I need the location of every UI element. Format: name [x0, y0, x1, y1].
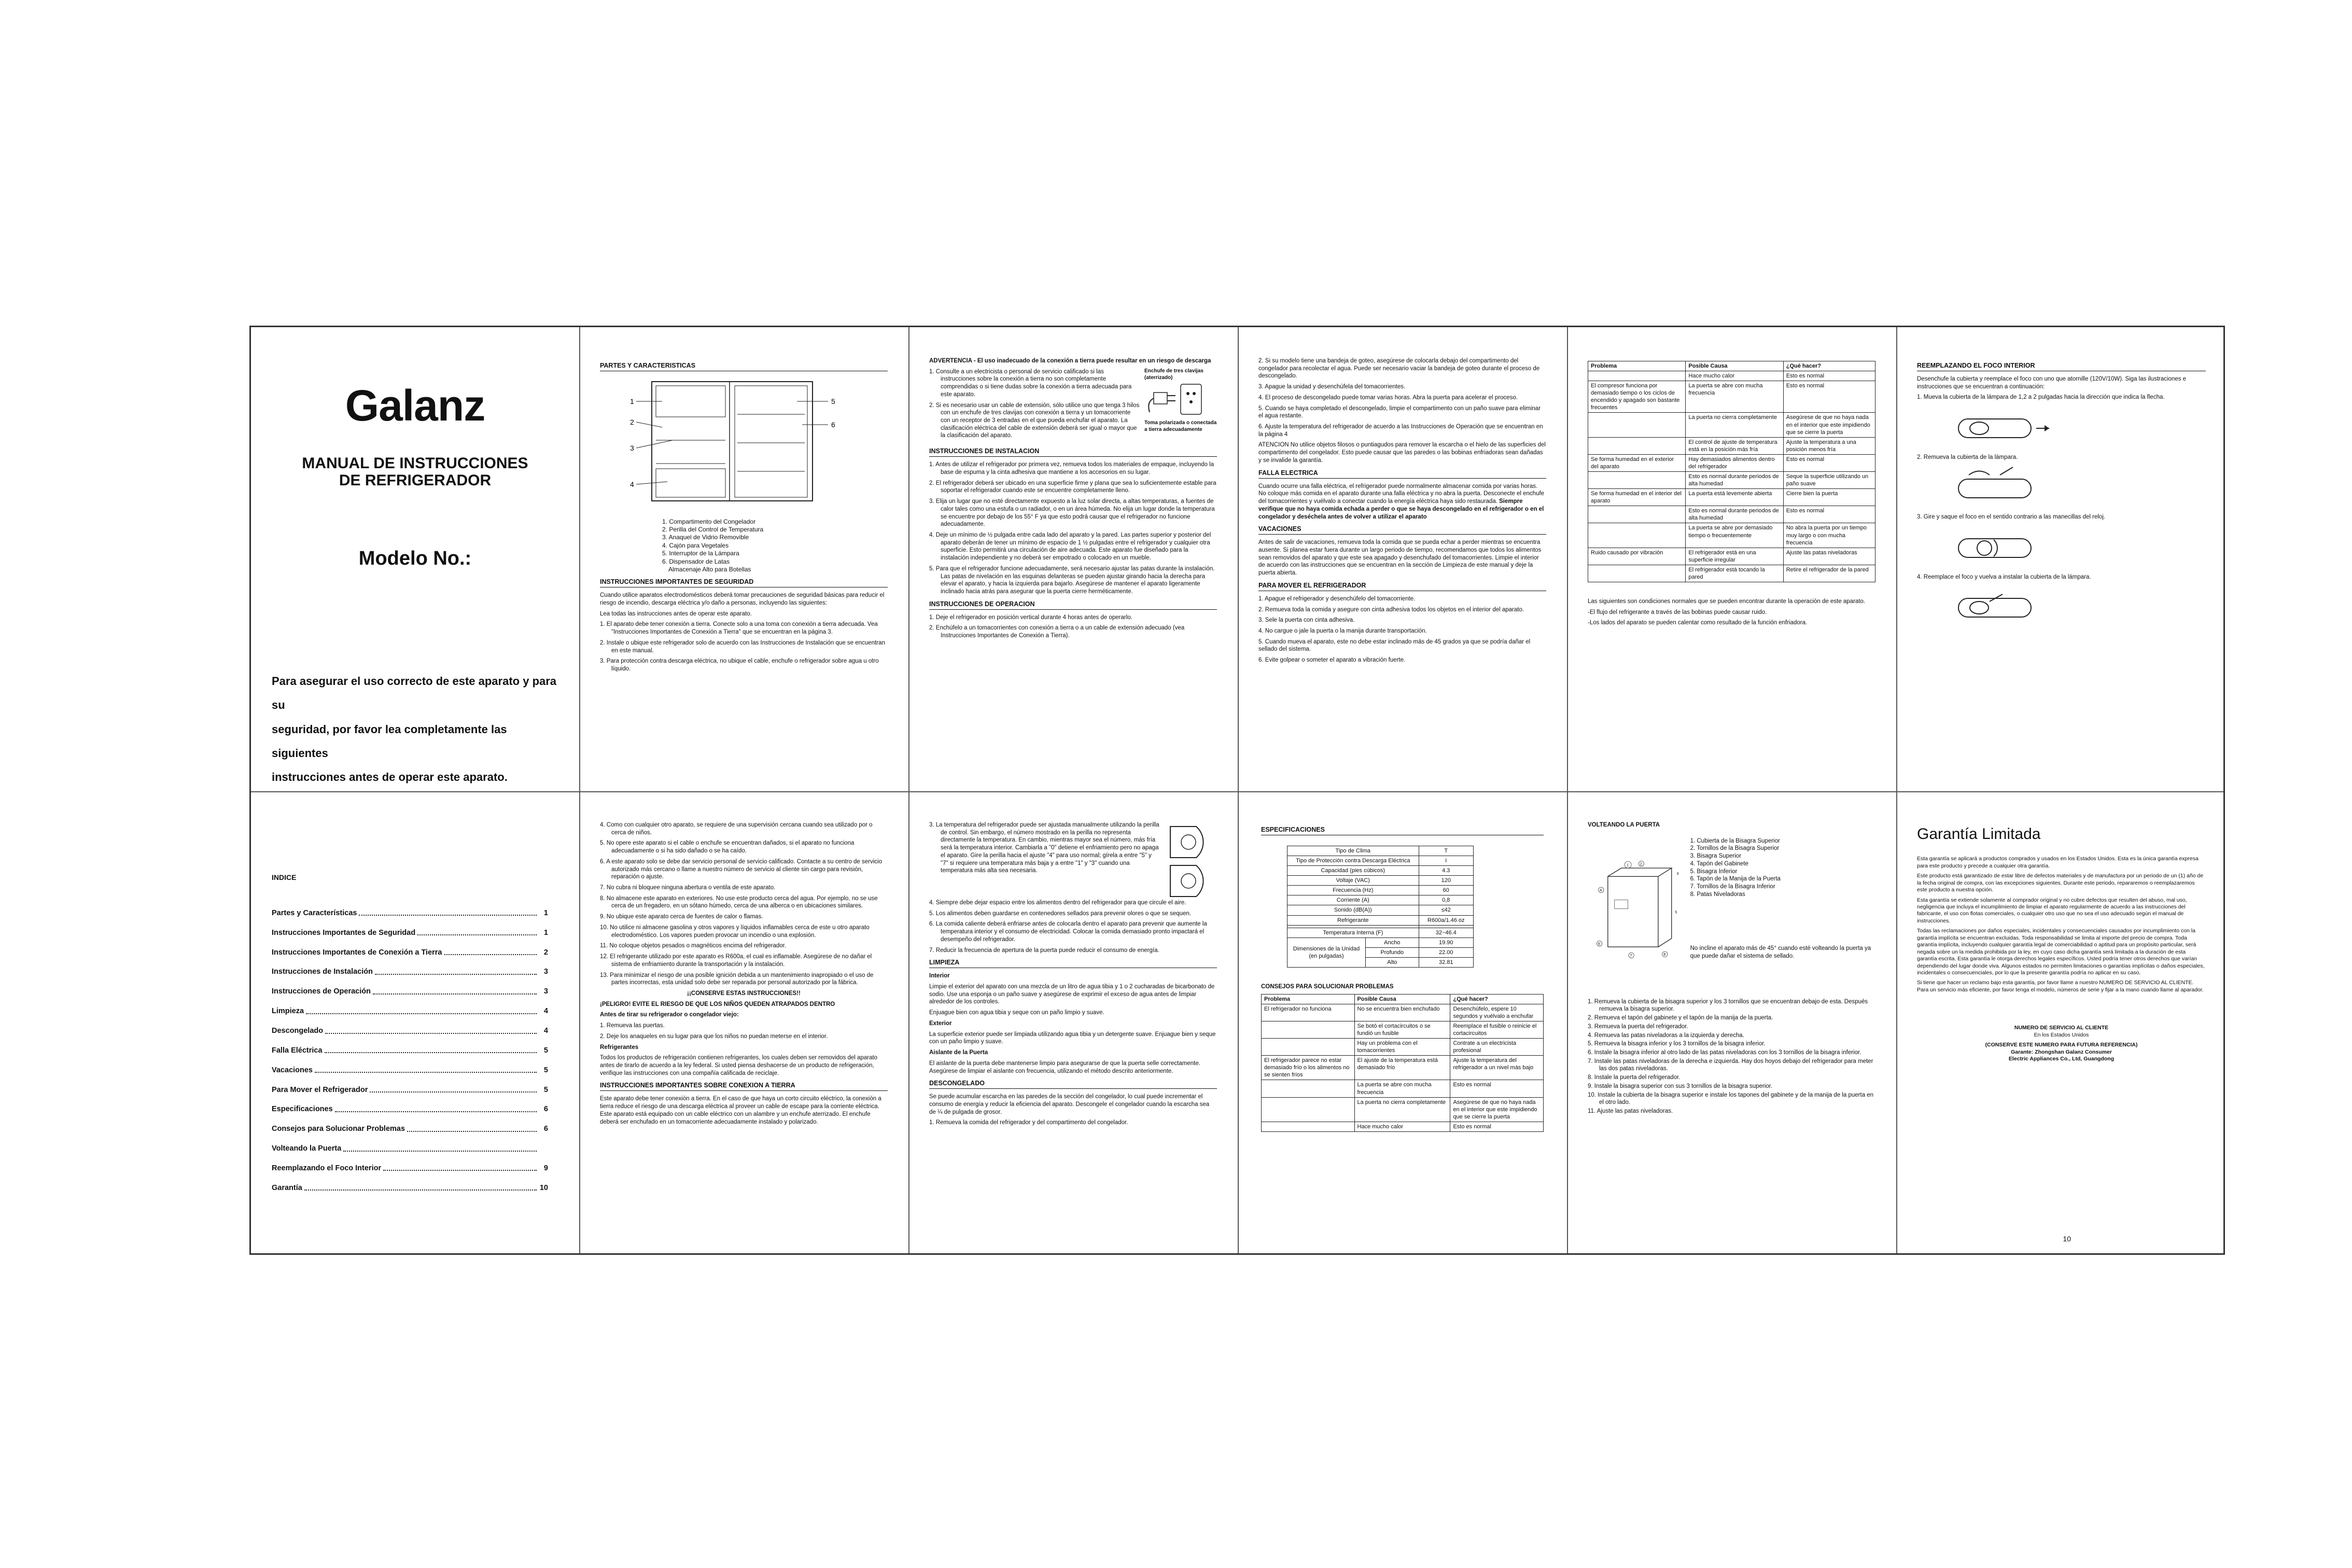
table-cell: El ajuste de la temperatura está demasiado frío [1354, 1056, 1450, 1080]
table-row [1588, 454, 1875, 471]
list-item: 1. Remueva la cubierta de la bisagra superior y los 3 tornillos que se encuentran debajo de esta. Después remueva la bisagra superior. [1588, 998, 1868, 1013]
table-row [1588, 565, 1875, 582]
list-item: 9. Instale la bisagra superior con sus 3 tornillos de la bisagra superior. [1588, 1083, 1773, 1089]
spec-label: Sonido (dB(A)) [1287, 905, 1419, 915]
list-item: 3. Para protección contra descarga eléctrica, no ubique el cable, enchufe o refrigerador sobre agua u otro líquido. [600, 658, 879, 672]
index-entry: Instrucciones de Operación 3 [272, 987, 548, 996]
callout-label: 1 [1627, 862, 1629, 867]
cleaning-panel [908, 791, 1238, 1256]
table-header-row: Problema Posible Causa ¿Qué hacer? [1262, 994, 1544, 1004]
table-cell [1262, 1097, 1355, 1122]
subheading: Refrigerantes [600, 1044, 639, 1051]
spec-label: Frecuencia (Hz) [1287, 886, 1419, 895]
table-row [1287, 915, 1474, 925]
list-item: 6. A este aparato solo se debe dar servicio personal de servicio calificado. Contacte a su centro de servicio autorizado más cercano o llame a nuestro número de servicio al cliente sin cargo para revisión, reparación o ajuste. [600, 858, 882, 880]
table-row [1287, 856, 1474, 866]
list-item: 2. Tornillos de la Bisagra Superior [1690, 845, 1780, 852]
table-cell: Reemplace el fusible o reinicie el cortacircuitos [1450, 1021, 1544, 1038]
list-item: 3. Remueva la puerta del refrigerador. [1588, 1023, 1688, 1030]
table-cell: Ajuste la temperatura del refrigerador a un nivel más bajo [1450, 1056, 1544, 1080]
paragraph: Antes de tirar su refrigerador o congelador viejo: [600, 1012, 739, 1018]
plug-caption: Enchufe de tres clavijas (aterrizado) [1144, 368, 1203, 381]
index-entry: Consejos para Solucionar Problemas 6 [272, 1125, 548, 1133]
table-cell: Se forma humedad en el exterior del aparato [1588, 454, 1686, 471]
safety-cont-panel [579, 791, 908, 1256]
section-heading: VOLTEANDO LA PUERTA [1588, 822, 1660, 828]
table-cell: No abra la puerta por un tiempo muy largo o con mucha frecuencia [1783, 523, 1875, 548]
list-item: Almacenaje Alto para Botellas [668, 565, 751, 573]
paragraph: El aislante de la puerta debe mantenerse limpio para asegurarse de que la puerta selle correctamente. Asegúrese de limpiar el aislante con frecuencia, utilizando el método descrito anteriormente. [929, 1060, 1200, 1074]
list-item: 5. Cuando mueva el aparato, este no debe estar inclinado más de 45 grados ya que se podría dañar el sellado del sistema. [1258, 638, 1531, 653]
table-row [1287, 905, 1474, 915]
spec-value: ≤42 [1419, 905, 1473, 915]
table-row [1588, 548, 1875, 565]
list-item: 5. Bisagra Inferior [1690, 868, 1738, 875]
list-item: 5. Los alimentos deben guardarse en contenedores sellados para prevenir olores o que se sequen. [929, 910, 1192, 917]
table-cell: Hace mucho calor [1686, 371, 1783, 381]
table-cell [1262, 1080, 1355, 1097]
list-item: 2. Remueva toda la comida y asegure con cinta adhesiva todos los objetos en el interior del aparato. [1258, 606, 1524, 613]
tilt-warning: No incline el aparato más de 45° cuando esté volteando la puerta ya que puede dañar el sistema de sellado. [1690, 945, 1871, 960]
table-cell: La puerta está levemente abierta [1686, 489, 1783, 506]
callout-label: 7 [1630, 953, 1632, 958]
list-item: 3. Anaquel de Vidrio Removible [662, 534, 749, 541]
list-item: 2. Enchúfelo a un tomacorrientes con conexión a tierra o a un cable de extensión adecuado (vea Instrucciones Importantes de Conexión a Tierra). [929, 625, 1185, 639]
callout-label: 2 [630, 418, 634, 426]
table-row [1262, 1039, 1544, 1056]
table-cell: La puerta se abre con mucha frecuencia [1354, 1080, 1450, 1097]
lamp-cover-illustration [1948, 584, 2052, 631]
table-cell: Seque la superficie utilizando un paño suave [1783, 472, 1875, 489]
spec-label: Refrigerante [1287, 915, 1419, 925]
spec-label: Voltaje (VAC) [1287, 876, 1419, 886]
table-cell [1588, 565, 1686, 582]
index-entry: Reemplazando el Foco Interior 9 [272, 1164, 548, 1172]
table-cell [1588, 437, 1686, 454]
index-title: INDICE [272, 873, 297, 881]
table-cell: Retire el refrigerador de la pared [1783, 565, 1875, 582]
table-cell: El compresor funciona por demasiado tiempo o los ciclos de encendido y apagado son bastante frecuentes [1588, 381, 1686, 413]
table-cell: Esto es normal [1783, 371, 1875, 381]
table-cell: Se botó el cortacircuitos o se fundió un fusible [1354, 1021, 1450, 1038]
table-row [1588, 381, 1875, 413]
table-cell [1588, 413, 1686, 437]
section-heading: DESCONGELADO [929, 1079, 1217, 1089]
index-entry: Falla Eléctrica 5 [272, 1046, 548, 1055]
index-list [272, 908, 548, 1193]
spec-value: 4.3 [1419, 866, 1473, 876]
list-item: 1. Antes de utilizar el refrigerador por primera vez, remueva todos los materiales de empaque, incluyendo la base de espuma y la cinta adhesiva que mantiene a los accesorios en su lugar. [929, 461, 1214, 475]
paragraph: -Los lados del aparato se pueden calentar como resultado de la función enfriadora. [1588, 620, 1808, 626]
list-item: 5. No opere este aparato si el cable o enchufe se encuentran dañados, si el aparato no funciona adecuadamente o si ha sido dañado o se ha caído. [600, 840, 855, 855]
list-item: 1. Apague el refrigerador y desenchúfelo del tomacorriente. [1258, 595, 1416, 602]
table-row [1588, 506, 1875, 523]
table-cell: La puerta no cierra completamente [1686, 413, 1783, 437]
table-row [1262, 1097, 1544, 1122]
parts-panel [579, 327, 908, 791]
table-cell: Hay un problema con el tomacorrientes [1354, 1039, 1450, 1056]
paragraph: 3. Apague la unidad y desenchúfela del tomacorrientes. [1258, 384, 1406, 390]
table-cell: El refrigerador está tocando la pared [1686, 565, 1783, 582]
list-item: 1. Consulte a un electricista o personal de servicio calificado si las instrucciones sobre la conexión a tierra no son completamente comprendidas o si tiene dudas sobre la conexión a tierra adecuada para este aparato. [929, 368, 1132, 398]
table-cell: Cierre bien la puerta [1783, 489, 1875, 506]
list-item: 4. Remueva las patas niveladoras a la izquierda y derecha. [1588, 1032, 1744, 1039]
index-entry: Garantía 10 [272, 1183, 548, 1192]
section-heading: INSTRUCCIONES IMPORTANTES DE SEGURIDAD [600, 578, 888, 587]
section-heading: PARTES Y CARACTERISTICAS [600, 361, 888, 371]
list-item: 2. Remueva la cubierta de la lámpara. [1917, 454, 2018, 460]
warranty-title: Garantía Limitada [1917, 825, 2041, 843]
list-item: 2. Remueva el tapón del gabinete y el tapón de la manija de la puerta. [1588, 1015, 1773, 1021]
table-row [1262, 1021, 1544, 1038]
specifications-table [1287, 846, 1474, 968]
callout-label: 5 [1675, 910, 1677, 915]
list-item: 8. No almacene este aparato en exteriores. No use este producto cerca del agua. Por ejemplo, no se use cerca de un fregadero, en un sótano húmedo, cerca de una alberca o en ubicaciones similares. [600, 895, 878, 909]
paragraph: Este aparato debe tener conexión a tierra. En el caso de que haya un corto circuito eléctrico, la conexión a tierra reduce el riesgo de una descarga eléctrica al proveer un cable de escape para la corriente eléctrica. Este aparato está equipado con un cable eléctrico con un alambre y un enchufe aterrizado. El enchufe deberá ser enchufado en un tomacorriente adecuadamente instalado y polarizado. [600, 1096, 881, 1125]
page-number: 10 [2063, 1235, 2071, 1243]
bulb-illustration [1948, 524, 2052, 571]
paragraph: Lea todas las instrucciones antes de operar este aparato. [600, 610, 752, 617]
troubleshooting-table [1261, 994, 1544, 1132]
table-cell: El refrigerador parece no estar demasiado frío o los alimentos no se sienten fríos [1262, 1056, 1355, 1080]
spec-value: R600a/1.46 oz [1419, 915, 1473, 925]
subheading: CONSEJOS PARA SOLUCIONAR PROBLEMAS [1261, 983, 1394, 990]
section-heading: REEMPLAZANDO EL FOCO INTERIOR [1917, 361, 2206, 371]
table-row: Dimensiones de la Unidad (en pulgadas) Ancho 19.90 [1287, 937, 1474, 947]
table-row [1287, 886, 1474, 895]
index-entry: Descongelado 4 [272, 1026, 548, 1035]
list-item: 4. Siempre debe dejar espacio entre los alimentos dentro del refrigerador para que circule el aire. [929, 900, 1186, 906]
table-row [1588, 371, 1875, 381]
outlet-caption: Toma polarizada o conectada a tierra adecuadamente [1144, 420, 1217, 432]
table-cell: Esto es normal [1783, 381, 1875, 413]
table-cell: Asegúrese de que no haya nada en el interior que este impidiendo que se cierre la puerta [1450, 1097, 1544, 1122]
light-panel [1896, 327, 2227, 791]
list-item: 1. Deje el refrigerador en posición vertical durante 4 horas antes de operarlo. [929, 614, 1132, 621]
table-row [1262, 1056, 1544, 1080]
list-item: 1. Remueva la comida del refrigerador y del compartimento del congelador. [929, 1119, 1128, 1126]
section-heading: INSTRUCCIONES DE INSTALACION [929, 447, 1217, 457]
table-cell [1262, 1039, 1355, 1056]
table-row [1262, 1122, 1544, 1131]
list-item: 12. El refrigerante utilizado por este aparato es R600a, el cual es inflamable. Asegúrese de no dañar el sistema de enfriamiento durante la transportación y la instalación. [600, 954, 872, 968]
table-cell: Esto es normal [1450, 1080, 1544, 1097]
table-row: Profundo 22.00 [1287, 947, 1474, 957]
list-item: 10. Instale la cubierta de la bisagra superior e instale los tapones del gabinete y de la manija de la puerta en el otro lado. [1588, 1091, 1874, 1106]
table-cell: Ruido causado por vibración [1588, 548, 1686, 565]
keep-instructions: ¡¡CONSERVE ESTAS INSTRUCCIONES!! [687, 990, 801, 997]
table-row [1287, 846, 1474, 856]
list-item: 11. No coloque objetos pesados o magnéticos encima del refrigerador. [600, 943, 787, 949]
table-cell [1588, 523, 1686, 548]
table-cell [1262, 1122, 1355, 1131]
spec-value: T [1419, 846, 1473, 856]
table-cell: Ajuste la temperatura a una posición menos fría [1783, 437, 1875, 454]
index-entry: Partes y Características 1 [272, 908, 548, 917]
paragraph: Limpie el exterior del aparato con una mezcla de un litro de agua tibia y 1 o 2 cucharadas de bicarbonato de sodio. Use una esponja o un paño suave y asegúrese de exprimir el exceso de agua antes de limpiar alrededor de los controles. [929, 984, 1215, 1005]
care-panel [1238, 327, 1567, 791]
paragraph: Enjuague bien con agua tibia y seque con un paño limpio y suave. [929, 1010, 1104, 1016]
caution-text: ATENCION No utilice objetos filosos o puntiagudos para remover la escarcha o el hielo de las superficies del compartimento del congelador. Esto puede causar que las paredes o las bobinas enfriadoras sean dañadas y se invalide la garantía. [1258, 442, 1546, 464]
paragraph: -El flujo del refrigerante a través de las bobinas puede causar ruido. [1588, 609, 1767, 615]
section-heading: VACACIONES [1258, 525, 1546, 535]
table-row [1287, 895, 1474, 905]
list-item: 7. Tornillos de la Bisagra Inferior [1690, 884, 1775, 890]
spec-value: 60 [1419, 886, 1473, 895]
table-cell: El refrigerador no funciona [1262, 1004, 1355, 1021]
plug-outlet-icon [1144, 381, 1212, 417]
table-row: Alto 32.81 [1287, 957, 1474, 967]
callout-label: 2 [1640, 862, 1642, 866]
list-item: 3. Gire y saque el foco en el sentido contrario a las manecillas del reloj. [1917, 514, 2106, 521]
table-cell: No se encuentra bien enchufado [1354, 1004, 1450, 1021]
spec-value: 0,8 [1419, 895, 1473, 905]
parts-list [662, 518, 888, 574]
callout-label: 8 [1663, 952, 1666, 957]
paragraph: Todas las reclamaciones por daños especiales, incidentales y consecuenciales causados por incumplimiento con la garantía implícita se encuentran excluidas. Toda responsabilidad se limita al importe del precio de compra. Toda garantía implícita, incluyendo cualquier garantía legal de comerciabilidad o aptitud para un propósito particular, será negada sobre un la medida prohibida por la ley, en cuyo caso dicha garantía será limitada a la duración de esta garantía escrita. Esta garantía le otorga derechos legales específicos. Usted podría tener otros derechos que varían dependiendo del lugar donde viva. Algunos estados no permiten limitaciones o garantías implícitas o daños especiales, incidentales o consecuenciales, por lo que la presente garantía podría no aplicar en su caso. [1917, 928, 2205, 976]
paragraph: Cuando utilice aparatos electrodomésticos deberá tomar precauciones de seguridad básicas para reducir el riesgo de incendio, descarga eléctrica y/o daño a personas, incluyendo las siguientes: [600, 592, 885, 606]
list-item: 2. Deje los anaqueles en su lugar para que los niños no puedan meterse en el interior. [600, 1033, 828, 1040]
paragraph: Esta garantía se extiende solamente al comprador original y no cubre defectos que resulten del abuso, mal uso, negligencia que incluya el incumplimiento de limpiar el aparato regularmente de acuerdo a las instrucciones del fabricante, el uso con flotas comerciales, o cualquier otro uso que no sea el uso adecuado según el manual de instrucciones. [1917, 897, 2187, 924]
list-item: 4. Deje un mínimo de ½ pulgada entre cada lado del aparato y la pared. Las partes superior y posterior del aparato deberán de tener un mínimo de espacio de 1 ½ pulgadas entre el refrigerador y cualquier otra superficie. Esto permitirá una circulación de aire adecuada. Este aparato fue diseñado para la instalación independiente y no deberá ser empotrado o colocado en un mueble. [929, 531, 1211, 562]
spec-value: I [1419, 856, 1473, 866]
danger-text: ¡PELIGRO! EVITE EL RIESGO DE QUE LOS NIÑOS QUEDEN ATRAPADOS DENTRO [600, 1001, 835, 1007]
spec-label: Temperatura Interna (F) [1287, 928, 1419, 937]
table-cell: El refrigerador está en una superficie irregular [1686, 548, 1783, 565]
trouble-panel [1567, 327, 1896, 791]
service-info: NUMERO DE SERVICIO AL CLIENTE En los Estados Unidos (CONSERVE ESTE NUMERO PARA FUTURA REFERENCIA) Garante: Zhongshan Galanz Consumer Electric Appliances Co., Ltd, Guangdong [1985, 1025, 2138, 1062]
paragraph: Las siguientes son condiciones normales que se pueden encontrar durante la operación de este aparato. [1588, 598, 1866, 605]
table-row [1262, 1080, 1544, 1097]
list-item: 6. Tapón de la Manija de la Puerta [1690, 876, 1781, 883]
list-item: 4. Reemplace el foco y vuelva a instalar la cubierta de la lámpara. [1917, 573, 2091, 580]
list-item: 13. Para minimizar el riesgo de una posible ignición debida a un mantenimiento inapropiado o el uso de partes incorrectas, esta unidad solo debe ser reparada por personal autorizado por la fábrica. [600, 972, 874, 986]
callout-label: 5 [831, 397, 835, 405]
list-item: 3. Sele la puerta con cinta adhesiva. [1258, 617, 1355, 624]
subheading: Interior [929, 973, 950, 979]
list-item: 3. La temperatura del refrigerador puede ser ajustada manualmente utilizando la perilla de control. Sin embargo, el número mostrado en la perilla no representa directamente la temperatura. En cambio, mientras mayor sea el número, más fría será la temperatura interior. Cambiarla a "0" detiene el enfriamiento pero no apaga el aparato. Gire la perilla hacia el ajuste "4" para uso normal; gírela a entre "5" y "7" si requiere una temperatura más baja y a entre "1" y "3" cuando una temperatura más alta sea necesaria. [929, 822, 1159, 874]
warranty-panel [1896, 791, 2227, 1256]
table-cell: Esto es normal [1783, 506, 1875, 523]
list-item: 5. Remueva la bisagra inferior y los 3 tornillos de la bisagra inferior. [1588, 1041, 1766, 1047]
index-entry: Instrucciones Importantes de Seguridad 1 [272, 928, 548, 937]
table-cell: El control de ajuste de temperatura está en la posición más fría [1686, 437, 1783, 454]
table-cell: Hace mucho calor [1354, 1122, 1450, 1131]
ground-list [929, 368, 1140, 443]
section-heading: ESPECIFICACIONES [1261, 825, 1544, 835]
spec-label: Tipo de Clima [1287, 846, 1419, 856]
paragraph: 4. El proceso de descongelado puede tomar varias horas. Abra la puerta para acelerar el proceso. [1258, 394, 1518, 401]
index-panel [251, 791, 579, 1256]
table-cell: Hay demasiados alimentos dentro del refrigerador [1686, 454, 1783, 471]
specs-panel [1238, 791, 1567, 1256]
table-cell: Esto es normal [1450, 1122, 1544, 1131]
table-row [1588, 413, 1875, 437]
door-parts-legend [1685, 832, 1875, 988]
table-cell: Ajuste las patas niveladoras [1783, 548, 1875, 565]
table-row [1287, 866, 1474, 876]
list-item: 6. La comida caliente deberá enfriarse antes de colocarla dentro el aparato para prevenir que aumente la temperatura interior y el consumo de electricidad. Colocar la comida demasiado pronto impactará el desempeño del refrigerador. [929, 921, 1207, 943]
list-item: 4. No cargue o jale la puerta o la manija durante transportación. [1258, 627, 1427, 634]
table-row [1287, 928, 1474, 937]
list-item: 1. Compartimento del Congelador [662, 517, 756, 525]
index-entry: Para Mover el Refrigerador 5 [272, 1085, 548, 1094]
table-cell: Contrate a un electricista profesional [1450, 1039, 1544, 1056]
list-item: 9. No ubique este aparato cerca de fuentes de calor o flamas. [600, 914, 763, 920]
section-heading: LIMPIEZA [929, 958, 1217, 968]
subheading: Aislante de la Puerta [929, 1049, 988, 1056]
index-entry: Vacaciones 5 [272, 1066, 548, 1074]
table-cell: Esto es normal [1783, 454, 1875, 471]
callout-label: 1 [630, 397, 634, 405]
table-cell: La puerta no cierra completamente [1354, 1097, 1450, 1122]
paragraph: Si tiene que hacer un reclamo bajo esta garantía, por favor llame a nuestro NUMERO DE SERVICIO AL CLIENTE. Para un servicio más eficiente, por favor tenga el modelo, números de serie y fijar a la mano cuando llame al aparador. [1917, 979, 2204, 993]
spec-label: Corriente (A) [1287, 895, 1419, 905]
callout-label: 3 [1676, 871, 1679, 876]
paragraph: 5. Cuando se haya completado el descongelado, limpie el compartimento con un paño suave para eliminar el agua restante. [1258, 405, 1541, 419]
list-item: 11. Ajuste las patas niveladoras. [1588, 1108, 1673, 1115]
lamp-cover-illustration [1948, 465, 2052, 511]
list-item: 4. Tapón del Gabinete [1690, 860, 1748, 867]
paragraph: Este producto está garantizado de estar libre de defectos materiales y de manufactura por un periodo de un (1) año de la fecha original de compra, con las excepciones siguientes. Durante este periodo, repararemos o reemplazaremos este producto a nuestra opción. [1917, 873, 2204, 893]
index-entry: Instrucciones de Instalación 3 [272, 968, 548, 976]
subheading: Exterior [929, 1020, 952, 1027]
spec-value: 120 [1419, 876, 1473, 886]
list-item: 4. Como con cualquier otro aparato, se requiere de una supervisión cercana cuando sea utilizado por o cerca de niños. [600, 822, 873, 836]
list-item: 2. El refrigerador deberá ser ubicado en una superficie firme y plana que sea lo suficientemente estable para soportar el refrigerador cuando este se encuentre completamente lleno. [929, 480, 1216, 494]
list-item: 1. Mueva la cubierta de la lámpara de 1,2 a 2 pulgadas hacia la dirección que indica la flecha. [1917, 394, 2165, 401]
table-cell: Asegúrese de que no haya nada en el interior que este impidiendo que se cierre la puerta [1783, 413, 1875, 437]
door-steps [1588, 998, 1875, 1115]
list-item: 3. Elija un lugar que no esté directamente expuesto a la luz solar directa, a altas temperaturas, a fuentes de calor tales como una estufa o un radiador, o en un área húmeda. No elija un lugar donde la temperatura se encuentre por debajo de los 55° F ya que esto podrá causar que el refrigerador no funcione adecuadamente. [929, 498, 1215, 528]
callout-label: 4 [1600, 888, 1602, 892]
door-panel [1567, 791, 1896, 1256]
warning-text: ADVERTENCIA - El uso inadecuado de la conexión a tierra puede resultar en un riesgo de descarga [929, 358, 1211, 364]
paragraph: Se puede acumular escarcha en las paredes de la sección del congelador, lo cual puede incrementar el consumo de energía y reducir la eficiencia del aparato. Descongele el congelador cuando la escarcha sea de ¼ de pulgada de grosor. [929, 1094, 1210, 1115]
table-row [1588, 523, 1875, 548]
list-item: 7. Instale las patas niveladoras de la derecha e izquierda. Hay dos hoyos debajo del refrigerador para meter las dos patas niveladoras. [1588, 1058, 1873, 1072]
list-item: 2. Si es necesario usar un cable de extensión, sólo utilice uno que tenga 3 hilos con un enchufe de tres clavijas con conexión a tierra y un tomacorriente con un receptor de 3 entradas en el que pueda enchufar el aparato. La clasificación eléctrica del cable de extensión deberá ser igual o mayor que la clasificación del aparato. [929, 402, 1140, 439]
paragraph: Cuando ocurre una falla eléctrica, el refrigerador puede normalmente almacenar comida por varias horas. No coloque más comida en el aparato durante una falla eléctrica y no abra la puerta. Desconecte el enchufe del tomacorrientes y vuélvalo a conectar cuando la energía eléctrica haya sido restaurada. Siempre verifique que no haya comida echada a perder o que se haya descongelado en el refrigerador o en el congelador y deséchela antes de volver a utilizar el aparato [1258, 483, 1545, 520]
list-item: 6. Evite golpear o someter el aparato a vibración fuerte. [1258, 657, 1406, 664]
list-item: 1. Remueva las puertas. [600, 1023, 665, 1029]
table-row [1287, 876, 1474, 886]
door-reversal-diagram [1588, 832, 1685, 988]
list-item: 2. Instale o ubique este refrigerador solo de acuerdo con las Instrucciones de Instalación que se encuentran en este manual. [600, 639, 885, 654]
table-cell [1588, 506, 1686, 523]
table-row [1588, 437, 1875, 454]
section-heading: PARA MOVER EL REFRIGERADOR [1258, 581, 1546, 591]
list-item: 8. Instale la puerta del refrigerador. [1588, 1074, 1681, 1081]
section-heading: INSTRUCCIONES DE OPERACION [929, 600, 1217, 610]
callout-label: 6 [1598, 941, 1601, 946]
paragraph: Todos los productos de refrigeración contienen refrigerantes, los cuales deben ser removidos del aparato antes de tirarlo de acuerdo a la ley federal. Si usted piensa deshacerse de un producto de refrigeración, verifique las instrucciones con una compañía calificada de reciclaje. [600, 1055, 878, 1076]
paragraph: Esta garantía se aplicará a productos comprados y usados en los Estados Unidos. Esta es la única garantía expresa para este producto y precede a cualquier otra garantía. [1917, 856, 2199, 869]
list-item: 7. No cubra ni bloquee ninguna abertura o ventila de este aparato. [600, 885, 776, 891]
list-item: 1. El aparato debe tener conexión a tierra. Conecte solo a una toma con conexión a tierra adecuada. Vea "Instrucciones Importantes de Conexión a Tierra" que se encuentran en la página 3. [600, 621, 878, 636]
list-item: 1. Cubierta de la Bisagra Superior [1690, 837, 1780, 844]
table-header-row: Problema Posible Causa ¿Qué hacer? [1588, 361, 1875, 371]
table-cell [1588, 371, 1686, 381]
index-entry: Limpieza 4 [272, 1007, 548, 1016]
lamp-cover-illustration [1948, 404, 2052, 451]
section-heading: INSTRUCCIONES IMPORTANTES SOBRE CONEXION A TIERRA [600, 1081, 888, 1091]
paragraph: Desenchufe la cubierta y reemplace el foco con uno que atornille (120V/10W). Siga las ilustraciones e instrucciones que se encuentran a continuación: [1917, 376, 2187, 390]
section-heading: FALLA ELECTRICA [1258, 469, 1546, 479]
list-item: 10. No utilice ni almacene gasolina y otros vapores y líquidos inflamables cerca de este u otro aparato electrodoméstico. Los vapores pueden provocar un incendio o una explosión. [600, 924, 870, 939]
list-item: 6. Dispensador de Latas [662, 557, 730, 565]
troubleshooting-table [1588, 361, 1875, 582]
list-item: 4. Cajón para Vegetales [662, 541, 729, 549]
list-item: 3. Bisagra Superior [1690, 853, 1742, 860]
index-entry: Especificaciones 6 [272, 1105, 548, 1114]
callout-label: 6 [831, 421, 835, 429]
manual-title: MANUAL DE INSTRUCCIONES DE REFRIGERADOR [302, 454, 528, 489]
index-entry: Instrucciones Importantes de Conexión a Tierra 2 [272, 948, 548, 957]
table-cell: Esto es normal durante periodos de alta humedad [1686, 472, 1783, 489]
cover-panel [251, 327, 579, 791]
paragraph: 2. Si su modelo tiene una bandeja de goteo, asegúrese de colocarla debajo del compartimento del congelador para recolectar el agua. Puede ser necesario vaciar la bandeja de goteo durante el proceso de descongelado. [1258, 358, 1540, 380]
cover-notice: Para asegurar el uso correcto de este aparato y para su seguridad, por favor lea completamente las siguientes instrucciones antes de operar este aparato. [272, 675, 557, 783]
spec-label: Tipo de Protección contra Descarga Eléctrica [1287, 856, 1419, 866]
table-cell [1262, 1021, 1355, 1038]
list-item: 7. Reducir la frecuencia de apertura de la puerta puede reducir el consumo de energía. [929, 947, 1159, 954]
list-item: 5. Interruptor de la Lámpara [662, 550, 739, 557]
brand-logo: Galanz [345, 381, 485, 430]
callout-label: 4 [630, 480, 634, 488]
table-row [1588, 489, 1875, 506]
manual-sheet [249, 326, 2225, 1255]
list-item: 8. Patas Niveladoras [1690, 891, 1745, 898]
list-item: 6. Instale la bisagra inferior al otro lado de las patas niveladoras con los 3 tornillos de la bisagra inferior. [1588, 1049, 1861, 1056]
table-row [1262, 1004, 1544, 1021]
paragraph: 6. Ajuste la temperatura del refrigerador de acuerdo a las Instrucciones de Operación que se encuentran en la página 4 [1258, 424, 1543, 438]
spec-value: 32~46.4 [1419, 928, 1473, 937]
refrigerator-diagram [600, 375, 888, 510]
list-item: 5. Para que el refrigerador funcione adecuadamente, será necesario ajustar las patas durante la instalación. Las patas de nivelación en las esquinas delanteras se pueden ajustar girando hacia la derecha para elevar el aparato, y hacia la izquierda para bajarlo. Asegúrese de mantener el aparato ligeramente inclinado hacia atrás para asegurar que la puerta cierre herméticamente. [929, 565, 1215, 595]
table-cell: La puerta se abre por demasiado tiempo o frecuentemente [1686, 523, 1783, 548]
table-cell: La puerta se abre con mucha frecuencia [1686, 381, 1783, 413]
table-cell: Se forma humedad en el interior del aparato [1588, 489, 1686, 506]
callout-label: 3 [630, 444, 634, 452]
table-row [1588, 472, 1875, 489]
spec-label: Capacidad (pies cúbicos) [1287, 866, 1419, 876]
table-cell: Desenchúfelo, espere 10 segundos y vuélvalo a enchufar [1450, 1004, 1544, 1021]
model-label: Modelo No.: [358, 547, 472, 569]
list-item: 2. Perilla del Control de Temperatura [662, 526, 764, 534]
install-panel [908, 327, 1238, 791]
index-entry: Volteando la Puerta [272, 1144, 548, 1154]
table-cell [1588, 472, 1686, 489]
paragraph: La superficie exterior puede ser limpiada utilizando agua tibia y un detergente suave. Enjuague bien y seque con un paño limpio y suave. [929, 1031, 1216, 1045]
table-cell: Esto es normal durante periodos de alta humedad [1686, 506, 1783, 523]
control-knob-illustration [1160, 821, 1217, 899]
paragraph: Antes de salir de vacaciones, remueva toda la comida que se pueda echar a perder mientras se encuentra ausente. Si planea estar fuera durante un largo periodo de tiempo, recomendamos que todos los alimentos sean removidos del aparato y que este sea apagado y desenchufado del tomacorrientes. Limpie el interior de acuerdo con las instrucciones que se encuentran en la sección de Limpieza de este manual y deje la puerta abierta. [1258, 539, 1542, 577]
